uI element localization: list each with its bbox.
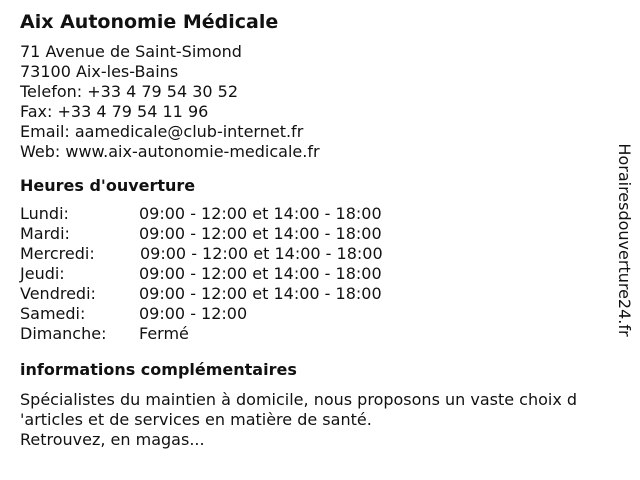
hours-row-sunday <box>20 324 620 344</box>
address-line-1: 71 Avenue de Saint-Simond <box>20 42 242 61</box>
hours-row-monday <box>20 204 620 224</box>
hours-day: Samedi: <box>20 304 86 323</box>
website-address: Web: www.aix-autonomie-medicale.fr <box>20 142 320 161</box>
address-line-2: 73100 Aix-les-Bains <box>20 62 179 81</box>
business-name: Aix Autonomie Médicale <box>20 11 279 33</box>
hours-day: Vendredi: <box>20 284 96 303</box>
email-address: Email: aamedicale@club-internet.fr <box>20 122 304 141</box>
hours-row-tuesday <box>20 224 620 244</box>
phone-number: Telefon: +33 4 79 54 30 52 <box>20 82 239 101</box>
hours-day: Lundi: <box>20 204 69 223</box>
hours-time: 09:00 - 12:00 et 14:00 - 18:00 <box>139 264 382 283</box>
fax-number: Fax: +33 4 79 54 11 96 <box>20 102 209 121</box>
hours-time: Fermé <box>139 324 189 343</box>
hours-time: 09:00 - 12:00 et 14:00 - 18:00 <box>139 224 382 243</box>
hours-time: 09:00 - 12:00 et 14:00 - 18:00 <box>139 284 382 303</box>
additional-info-heading: informations complémentaires <box>20 360 297 379</box>
hours-time: 09:00 - 12:00 <box>139 304 248 323</box>
hours-day: Jeudi: <box>20 264 65 283</box>
contact-block <box>20 42 620 162</box>
opening-hours-table <box>20 204 620 344</box>
business-description: Spécialistes du maintien à domicile, nous proposons un vaste choix d 'articles et de services en matière de santé. Retrouvez, en magas... <box>20 390 578 449</box>
hours-row-thursday <box>20 264 620 284</box>
hours-time: 09:00 - 12:00 et 14:00 - 18:00 <box>140 244 383 263</box>
opening-hours-heading: Heures d'ouverture <box>20 176 196 195</box>
hours-row-wednesday <box>20 244 620 264</box>
hours-day: Mardi: <box>20 224 70 243</box>
hours-day: Mercredi: <box>20 244 95 263</box>
business-card <box>20 10 620 450</box>
site-watermark: Horairesdouverture24.fr <box>615 143 634 337</box>
hours-row-friday <box>20 284 620 304</box>
hours-day: Dimanche: <box>20 324 107 343</box>
hours-time: 09:00 - 12:00 et 14:00 - 18:00 <box>139 204 382 223</box>
hours-row-saturday <box>20 304 620 324</box>
